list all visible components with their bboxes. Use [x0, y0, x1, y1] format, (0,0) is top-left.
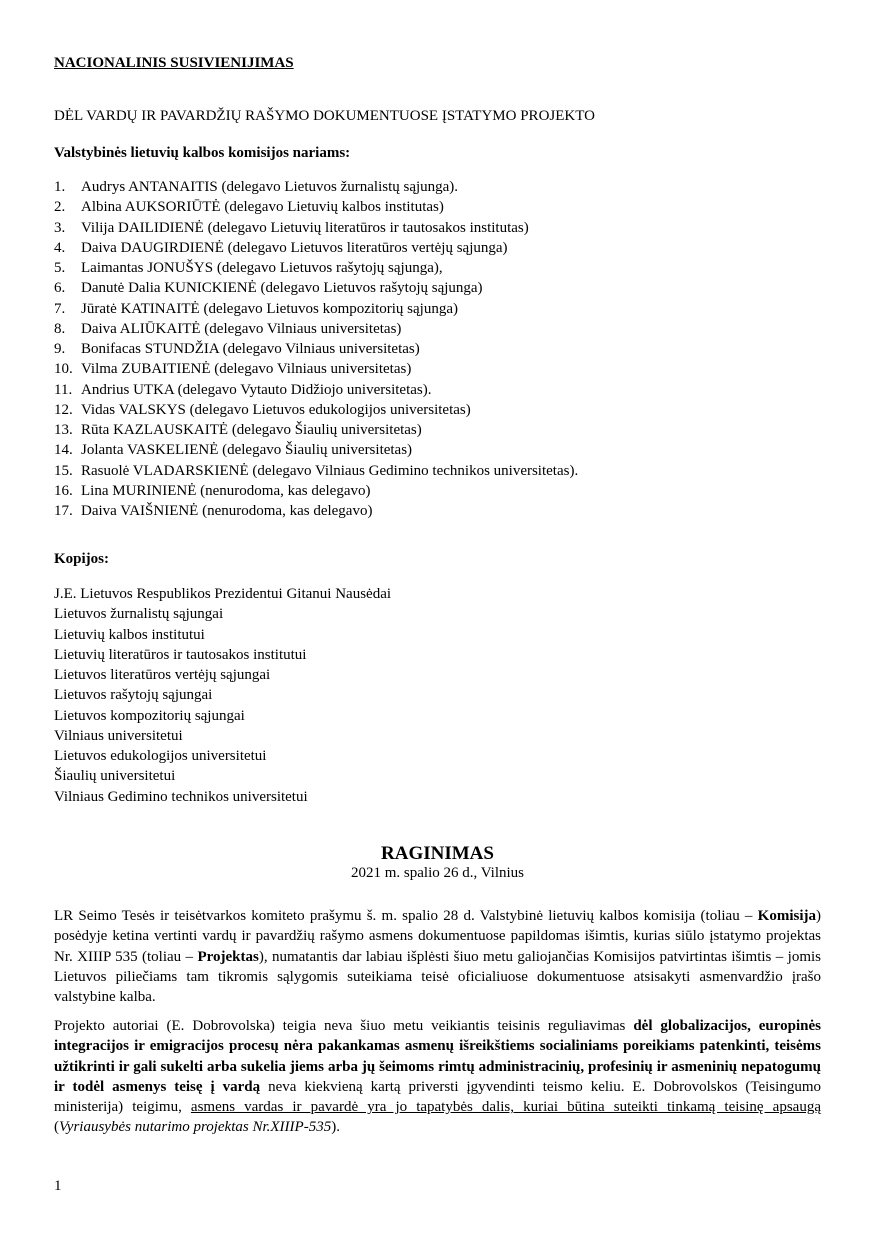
list-item [54, 380, 578, 400]
list-item [54, 339, 578, 359]
item-text: Jūratė KATINAITĖ (delegavo Lietuvos kompozitorių sąjunga) [81, 300, 458, 317]
item-text: Daiva VAIŠNIENĖ (nenurodoma, kas delegavo) [81, 503, 373, 519]
item-number: 17. [54, 503, 73, 519]
item-number: 6. [54, 280, 66, 297]
list-item: Lietuvos žurnalistų sąjungai [54, 606, 224, 623]
item-text: Laimantas JONUŠYS (delegavo Lietuvos rašytojų sąjunga), [81, 260, 443, 276]
paragraph-1 [54, 906, 821, 1007]
list-item [54, 278, 578, 298]
list-item [54, 400, 578, 420]
list-item: Lietuvių kalbos institutui [54, 626, 205, 643]
recipients-list [54, 177, 578, 521]
item-number: 15. [54, 462, 73, 479]
item-text: Lina MURINIENĖ (nenurodoma, kas delegavo) [81, 482, 371, 499]
text-run: ( [54, 1119, 59, 1136]
list-item [54, 238, 578, 258]
document-title: RAGINIMAS [381, 843, 494, 864]
text-run: Projekto autoriai (E. Dobrovolska) teigia neva šiuo metu veikiantis teisinis reguliavimas [54, 1018, 634, 1034]
item-number: 10. [54, 361, 73, 378]
item-number: 13. [54, 422, 73, 438]
item-text: Jolanta VASKELIENĖ (delegavo Šiaulių universitetas) [81, 442, 413, 459]
list-item: Lietuvos literatūros vertėjų sąjungai [54, 667, 271, 683]
list-item [54, 197, 578, 217]
list-item: J.E. Lietuvos Respublikos Prezidentui Gitanui Nausėdai [54, 586, 392, 602]
list-item [54, 258, 578, 278]
underlined-quote: asmens vardas ir pavardė yra jo tapatybės dalis, kuriai būtina suteikti tinkamą teisinę apsaugą [190, 1099, 821, 1116]
list-item [54, 481, 578, 501]
text-run: neva kiekvieną kartą priversti įgyvendinti teismo keliu. E. Dobrovolskos (Teisingumo ministerija) teigimu, [54, 1078, 821, 1116]
item-number: 1. [54, 179, 66, 195]
list-item: Šiaulių universitetui [54, 768, 176, 785]
text-run: ), numatantis dar labiau išplėsti šiuo metu galiojančias Komisijos patvirtintas išimtis – jomis Lietuvos piliečiams tam tikromis sąlygomis suteikiama teisė oficialiuose dokumentuose atsisakyti asmenvardžio įrašo valstybine kalba. [54, 948, 822, 1006]
item-number: 14. [54, 442, 73, 459]
copies-list [54, 584, 391, 807]
item-number: 4. [54, 239, 66, 256]
copies-heading: Kopijos: [54, 551, 110, 567]
item-text: Daiva ALIŪKAITĖ (delegavo Vilniaus universitetas) [81, 320, 402, 337]
list-item [54, 299, 578, 319]
item-text: Vidas VALSKYS (delegavo Lietuvos edukologijos universitetas) [81, 401, 471, 418]
item-number: 5. [54, 260, 66, 276]
item-number: 2. [54, 199, 66, 216]
list-item [54, 440, 578, 460]
list-item [54, 420, 578, 440]
item-number: 3. [54, 219, 66, 236]
recipients-heading: Valstybinės lietuvių kalbos komisijos nariams: [54, 145, 351, 161]
date-place: 2021 m. spalio 26 d., Vilnius [351, 865, 524, 881]
organization-name: NACIONALINIS SUSIVIENIJIMAS [54, 55, 294, 71]
item-text: Audrys ANTANAITIS (delegavo Lietuvos žurnalistų sąjunga). [81, 179, 459, 195]
list-item: Lietuvos rašytojų sąjungai [54, 687, 213, 704]
list-item [54, 359, 578, 379]
item-text: Daiva DAUGIRDIENĖ (delegavo Lietuvos literatūros vertėjų sąjunga) [81, 239, 508, 256]
item-text: Danutė Dalia KUNICKIENĖ (delegavo Lietuvos rašytojų sąjunga) [81, 280, 483, 297]
item-number: 7. [54, 300, 66, 317]
list-item [54, 319, 578, 339]
item-text: Bonifacas STUNDŽIA (delegavo Vilniaus universitetas) [81, 341, 420, 357]
bold-term: Projektas [197, 948, 259, 965]
text-run: LR Seimo Tesės ir teisėtvarkos komiteto prašymu š. m. spalio 28 d. Valstybinė lietuvių kalbos komisija (toliau – [54, 908, 758, 924]
item-text: Vilija DAILIDIENĖ (delegavo Lietuvių literatūros ir tautosakos institutas) [81, 219, 529, 236]
item-number: 8. [54, 320, 66, 337]
item-number: 12. [54, 401, 73, 418]
italic-source: Vyriausybės nutarimo projektas Nr.XIIIP-535 [59, 1119, 332, 1136]
list-item [54, 218, 578, 238]
page-number: 1 [54, 1178, 62, 1194]
list-item [54, 501, 578, 521]
list-item: Lietuvos kompozitorių sąjungai [54, 707, 245, 724]
item-number: 11. [54, 381, 73, 398]
paragraph-2 [54, 1016, 821, 1138]
item-number: 16. [54, 482, 73, 499]
list-item [54, 177, 578, 197]
document-subject: DĖL VARDŲ IR PAVARDŽIŲ RAŠYMO DOKUMENTUOSE ĮSTATYMO PROJEKTO [54, 108, 595, 124]
list-item: Vilniaus Gedimino technikos universitetui [54, 788, 308, 805]
item-text: Vilma ZUBAITIENĖ (delegavo Vilniaus universitetas) [81, 361, 412, 378]
item-text: Andrius UTKA (delegavo Vytauto Didžiojo universitetas). [81, 381, 432, 398]
item-text: Rasuolė VLADARSKIENĖ (delegavo Vilniaus Gedimino technikos universitetas). [81, 462, 579, 479]
item-text: Rūta KAZLAUSKAITĖ (delegavo Šiaulių universitetas) [81, 422, 422, 438]
text-run: ) posėdyje ketina vertinti vardų ir pavardžių rašymo asmens dokumentuose papildomas išimtis, kurias siūlo įstatymo projektas Nr. XIIIP 535 (toliau – [54, 908, 821, 965]
list-item: Vilniaus universitetui [54, 727, 183, 744]
item-number: 9. [54, 341, 66, 357]
text-run: ). [331, 1119, 340, 1136]
item-text: Albina AUKSORIŪTĖ (delegavo Lietuvių kalbos institutas) [81, 199, 444, 216]
bold-term: Komisija [757, 908, 816, 924]
bold-emphasis: dėl globalizacijos, europinės integracijos ir emigracijos procesų nėra pakankamas asmenų išreikštiems socialiniams poreikiams patenkinti, teisėms užtikrinti ir gali sukelti arba sukelia jiems arba jų šeimoms rimtų administracinių, profesinių ir asmeninių nepatogumų ir todėl asmenys teisę į vardą [54, 1018, 822, 1095]
list-item: Lietuvių literatūros ir tautosakos institutui [54, 646, 307, 663]
list-item [54, 461, 578, 481]
list-item: Lietuvos edukologijos universitetui [54, 748, 267, 764]
